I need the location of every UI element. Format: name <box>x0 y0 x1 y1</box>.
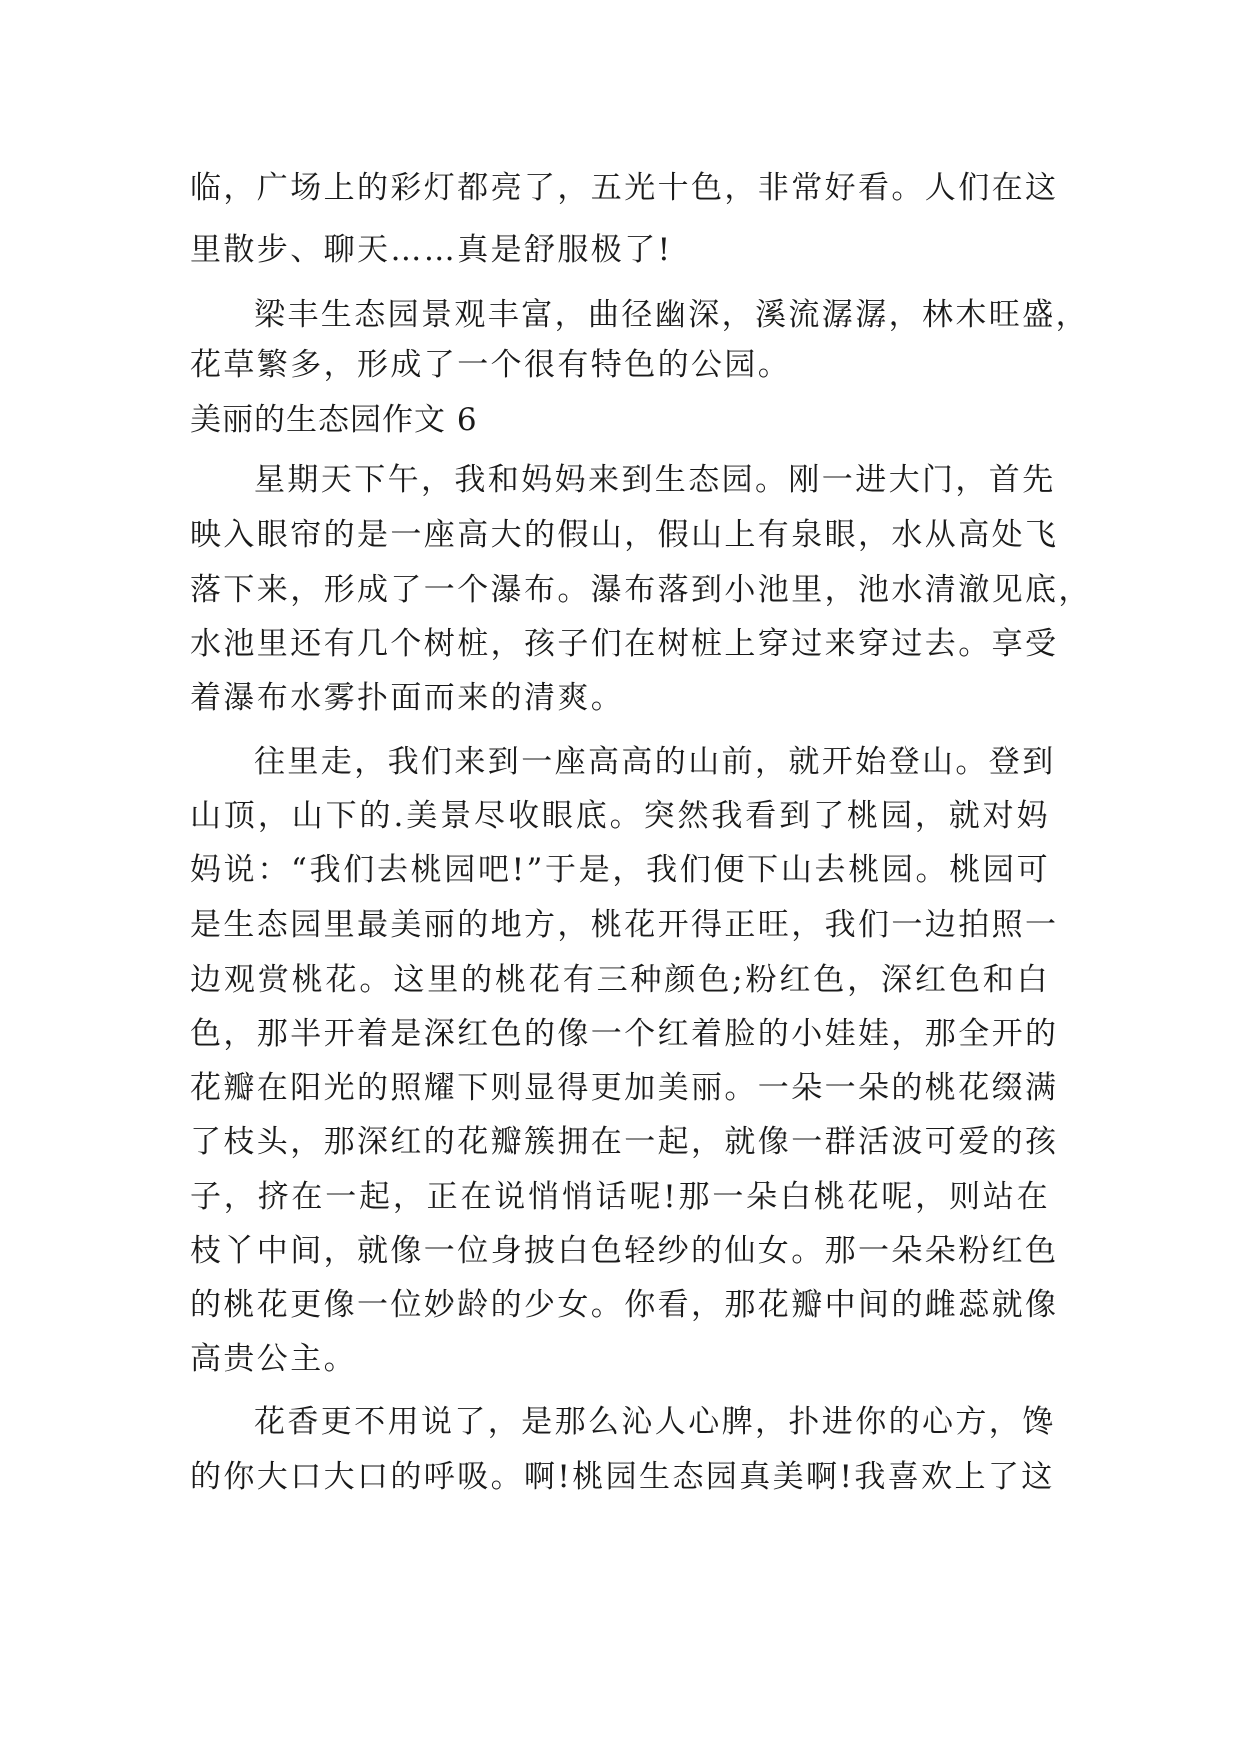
text-line: 花草繁多，形成了一个很有特色的公园。 <box>190 347 792 383</box>
text-line: 里散步、聊天……真是舒服极了! <box>190 232 673 268</box>
text-line: 落下来，形成了一个瀑布。瀑布落到小池里，池水清澈见底， <box>190 572 1092 608</box>
section-heading: 美丽的生态园作文 6 <box>190 402 478 438</box>
text-line: 高贵公主。 <box>190 1341 357 1377</box>
text-line: 的你大口大口的呼吸。啊!桃园生态园真美啊!我喜欢上了这 <box>190 1459 1055 1495</box>
paragraph-first-line: 星期天下午，我和妈妈来到生态园。刚一进大门，首先 <box>254 462 1056 498</box>
text-line: 花瓣在阳光的照耀下则显得更加美丽。一朵一朵的桃花缀满 <box>190 1070 1059 1106</box>
text-line: 了枝头，那深红的花瓣簇拥在一起，就像一群活波可爱的孩 <box>190 1124 1059 1160</box>
text-line: 映入眼帘的是一座高大的假山，假山上有泉眼，水从高处飞 <box>190 517 1059 553</box>
text-line: 山顶，山下的.美景尽收眼底。突然我看到了桃园，就对妈 <box>190 798 1050 834</box>
text-line: 水池里还有几个树桩，孩子们在树桩上穿过来穿过去。享受 <box>190 626 1059 662</box>
paragraph-first-line: 梁丰生态园景观丰富，曲径幽深，溪流潺潺，林木旺盛， <box>254 297 1089 333</box>
text-line: 色，那半开着是深红色的像一个红着脸的小娃娃，那全开的 <box>190 1016 1059 1052</box>
text-line: 子，挤在一起，正在说悄悄话呢!那一朵白桃花呢，则站在 <box>190 1179 1050 1215</box>
text-line: 临，广场上的彩灯都亮了，五光十色，非常好看。人们在这 <box>190 170 1059 206</box>
text-line: 边观赏桃花。这里的桃花有三种颜色;粉红色，深红色和白 <box>190 962 1050 998</box>
text-line: 着瀑布水雾扑面而来的清爽。 <box>190 680 625 716</box>
text-line: 枝丫中间，就像一位身披白色轻纱的仙女。那一朵朵粉红色 <box>190 1233 1059 1269</box>
text-line: 是生态园里最美丽的地方，桃花开得正旺，我们一边拍照一 <box>190 907 1059 943</box>
paragraph-first-line: 花香更不用说了，是那么沁人心脾，扑进你的心方，馋 <box>254 1404 1056 1440</box>
text-line: 的桃花更像一位妙龄的少女。你看，那花瓣中间的雌蕊就像 <box>190 1287 1059 1323</box>
paragraph-first-line: 往里走，我们来到一座高高的山前，就开始登山。登到 <box>254 744 1056 780</box>
text-line: 妈说：“我们去桃园吧!”于是，我们便下山去桃园。桃园可 <box>190 852 1050 888</box>
